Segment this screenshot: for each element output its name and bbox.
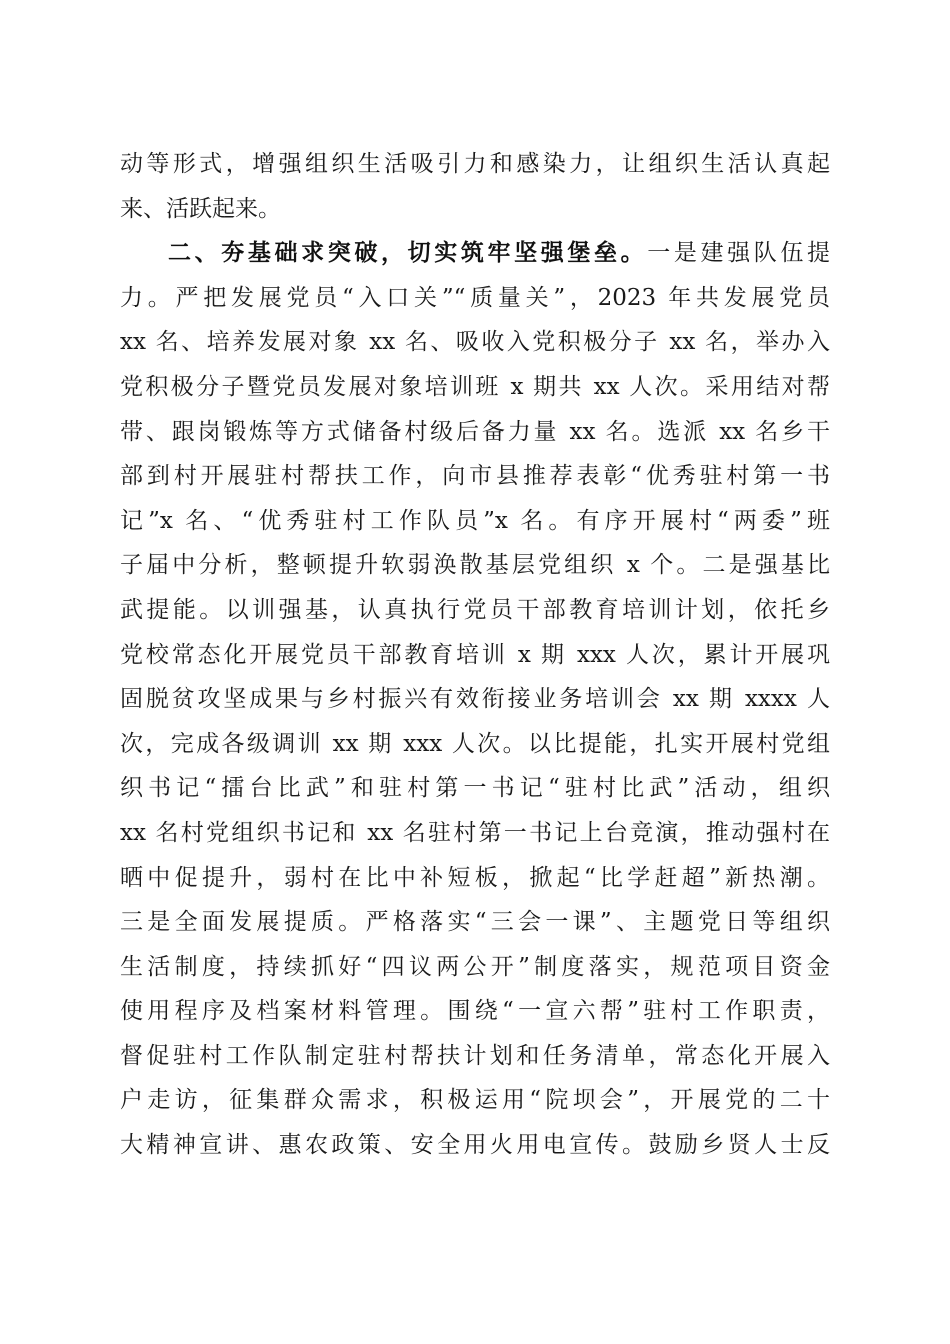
paragraph-line: xx 名村党组织书记和 xx 名驻村第一书记上台竞演，推动强村在 <box>120 819 830 846</box>
paragraph-line: 动等形式，增强组织生活吸引力和感染力，让组织生活认真起 <box>120 151 830 177</box>
paragraph-line: 大精神宣讲、惠农政策、安全用火用电宣传。鼓励乡贤人士反 <box>120 1132 830 1159</box>
paragraph-line: 武提能。以训强基，认真执行党员干部教育培训计划，依托乡 <box>120 596 830 623</box>
paragraph-line: 带、跟岗锻炼等方式储备村级后备力量 xx 名。选派 xx 名乡干 <box>120 418 830 445</box>
section-heading-line <box>120 231 830 276</box>
paragraph-line: 来、活跃起来。 <box>120 195 281 222</box>
body-text <box>120 142 830 1168</box>
paragraph-line: xx 名、培养发展对象 xx 名、吸收入党积极分子 xx 名，举办入 <box>120 329 830 356</box>
paragraph-line: 使用程序及档案材料管理。围绕“一宣六帮”驻村工作职责， <box>120 998 830 1025</box>
section-heading-rest: 一是建强队伍提 <box>647 240 830 267</box>
paragraph-line: 织书记“擂台比武”和驻村第一书记“驻村比武”活动，组织 <box>120 775 830 802</box>
paragraph-line: 党积极分子暨党员发展对象培训班 x 期共 xx 人次。采用结对帮 <box>120 373 830 400</box>
paragraph-line: 党校常态化开展党员干部教育培训 x 期 xxx 人次，累计开展巩 <box>120 641 830 668</box>
paragraph-line: 督促驻村工作队制定驻村帮扶计划和任务清单，常态化开展入 <box>120 1042 830 1069</box>
paragraph-line: 部到村开展驻村帮扶工作，向市县推荐表彰“优秀驻村第一书 <box>120 463 830 490</box>
paragraph-line: 次，完成各级调训 xx 期 xxx 人次。以比提能，扎实开展村党组 <box>120 730 830 757</box>
paragraph-line: 子届中分析，整顿提升软弱涣散基层党组织 x 个。二是强基比 <box>120 552 830 579</box>
paragraph-line: 晒中促提升，弱村在比中补短板，掀起“比学赶超”新热潮。 <box>120 864 830 891</box>
paragraph-line: 户走访，征集群众需求，积极运用“院坝会”，开展党的二十 <box>120 1087 830 1114</box>
paragraph-line: 力。严把发展党员“入口关”“质量关”，2023 年共发展党员 <box>120 284 830 311</box>
section-heading: 二、夯基础求突破，切实筑牢坚强堡垒。 <box>168 240 648 267</box>
paragraph-line: 生活制度，持续抓好“四议两公开”制度落实，规范项目资金 <box>120 953 830 980</box>
paragraph-line: 三是全面发展提质。严格落实“三会一课”、主题党日等组织 <box>120 909 830 936</box>
paragraph-line: 固脱贫攻坚成果与乡村振兴有效衔接业务培训会 xx 期 xxxx 人 <box>120 686 830 713</box>
paragraph-line: 记”x 名、“优秀驻村工作队员”x 名。有序开展村“两委”班 <box>120 507 830 534</box>
